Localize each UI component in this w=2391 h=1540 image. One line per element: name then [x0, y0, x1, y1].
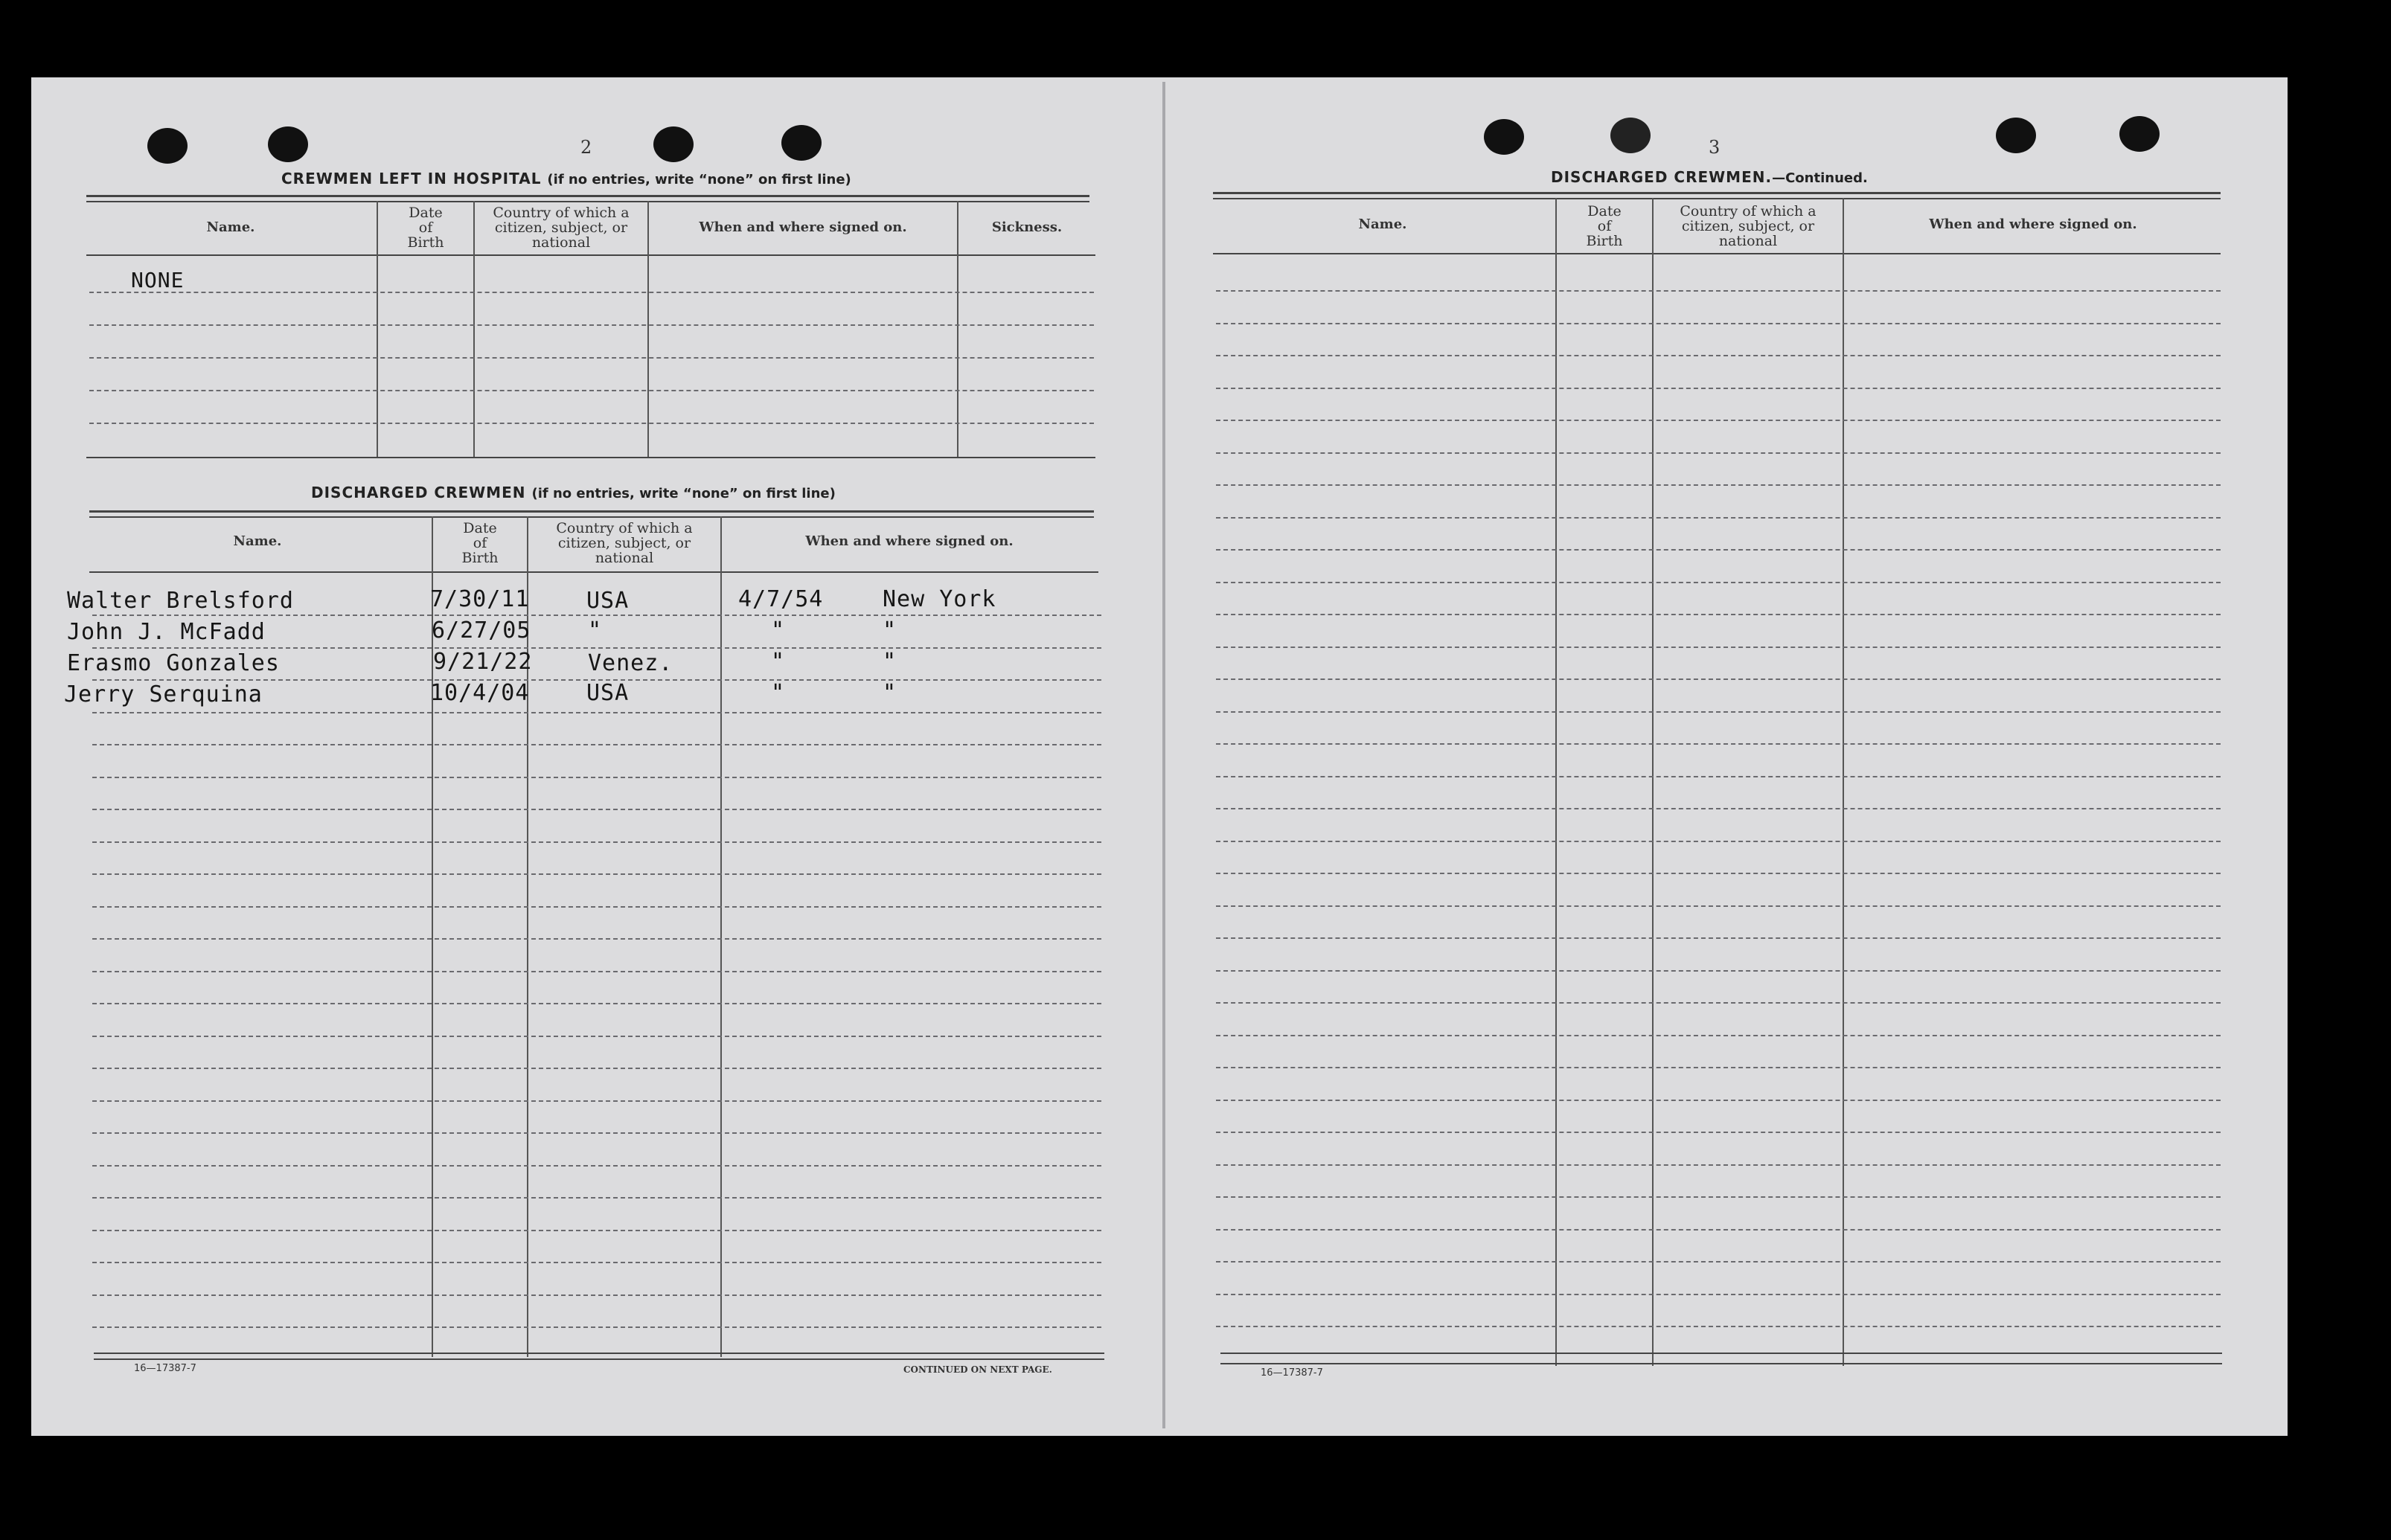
table-row-where: "	[883, 649, 897, 675]
ruled-line	[92, 873, 1101, 875]
ruled-line	[1216, 582, 2221, 583]
ruled-line	[1216, 1326, 2221, 1327]
right-page	[1162, 77, 2288, 1436]
ruled-line	[92, 906, 1101, 908]
table-row-where: "	[883, 617, 897, 644]
table-row-dob: 6/27/05	[432, 617, 531, 644]
hospital-title: CREWMEN LEFT IN HOSPITAL	[281, 170, 542, 187]
ruled-line	[92, 1197, 1101, 1199]
ruled-line	[92, 809, 1101, 810]
continued-note: CONTINUED ON NEXT PAGE.	[903, 1364, 1052, 1375]
ruled-line	[1216, 1100, 2221, 1101]
table-row-when: "	[771, 680, 786, 706]
punch-hole	[1610, 118, 1651, 153]
ruled-line	[92, 1326, 1101, 1328]
ruled-line	[1216, 1035, 2221, 1036]
ruled-line	[1216, 388, 2221, 389]
ruled-line	[92, 1100, 1101, 1102]
table-row-dob: 7/30/11	[430, 586, 530, 612]
column-header-name: Name.	[1358, 216, 1407, 232]
ruled-line	[92, 971, 1101, 972]
punch-hole	[1484, 119, 1524, 155]
ruled-line	[1216, 711, 2221, 713]
table-row-dob: 10/4/04	[430, 680, 530, 706]
ruled-line	[92, 1036, 1101, 1037]
ruled-line	[92, 1230, 1101, 1231]
ruled-line	[1216, 1002, 2221, 1004]
column-header-name: Name.	[206, 219, 255, 235]
punch-hole	[268, 126, 308, 162]
table-row-name: John J. McFadd	[67, 619, 266, 645]
ruled-line	[1216, 1261, 2221, 1263]
table-row-country: Venez.	[588, 650, 673, 676]
discharged-subtitle: (if no entries, write “none” on first line)	[531, 486, 836, 501]
table-row-where: New York	[883, 586, 996, 612]
ruled-line	[1216, 743, 2221, 745]
ruled-line	[92, 1294, 1101, 1296]
ruled-line	[1216, 290, 2221, 292]
ruled-line	[1216, 1067, 2221, 1068]
page-number-left: 2	[580, 137, 592, 158]
ruled-line	[1216, 452, 2221, 454]
ruled-line	[1216, 873, 2221, 874]
ruled-line	[1216, 905, 2221, 907]
table-row-when: "	[771, 617, 786, 644]
ruled-line	[1216, 517, 2221, 519]
right-subtitle: —Continued.	[1772, 170, 1868, 186]
ruled-line	[1216, 970, 2221, 972]
ruled-line	[92, 744, 1101, 745]
table-row-country: USA	[586, 588, 630, 614]
column-header-when-where: When and where signed on.	[699, 219, 907, 235]
table-row-when: 4/7/54	[738, 586, 824, 612]
ruled-line	[92, 1165, 1101, 1167]
ruled-line	[92, 1068, 1101, 1069]
right-section-title	[1551, 168, 1868, 186]
ruled-line	[92, 938, 1101, 940]
ruled-line	[1216, 1196, 2221, 1198]
ruled-line	[92, 1132, 1101, 1134]
hospital-entry: NONE	[131, 268, 185, 292]
discharged-title: DISCHARGED CREWMEN	[311, 484, 526, 501]
ruled-line	[1216, 355, 2221, 356]
column-header-name: Name.	[233, 533, 282, 549]
table-row-name: Jerry Serquina	[64, 681, 263, 708]
punch-hole	[147, 128, 188, 164]
ruled-line	[1216, 776, 2221, 777]
ruled-line	[1216, 1132, 2221, 1133]
right-title: DISCHARGED CREWMEN.	[1551, 168, 1773, 186]
ruled-line	[92, 712, 1101, 713]
page-number-right: 3	[1709, 137, 1721, 158]
punch-hole	[781, 125, 822, 161]
column-header-country: Country of which a citizen, subject, or national	[556, 520, 693, 566]
ruled-line	[92, 777, 1101, 778]
ruled-line	[1216, 614, 2221, 615]
ruled-line	[92, 841, 1101, 843]
punch-hole	[1996, 118, 2036, 153]
column-header-country: Country of which a citizen, subject, or national	[493, 205, 630, 251]
ruled-line	[1216, 647, 2221, 648]
column-header-dob: Date of Birth	[461, 520, 499, 566]
ruled-line	[92, 615, 1101, 616]
table-row-country: "	[588, 617, 603, 644]
punch-hole	[653, 126, 694, 162]
ruled-line	[1216, 420, 2221, 421]
column-header-country: Country of which a citizen, subject, or national	[1680, 203, 1817, 249]
ruled-line	[1216, 841, 2221, 842]
ruled-line	[1216, 678, 2221, 680]
column-header-sickness: Sickness.	[991, 219, 1063, 235]
table-row-where: "	[883, 680, 897, 706]
column-header-when-where: When and where signed on.	[805, 533, 1014, 549]
left-page	[31, 77, 1162, 1436]
ruled-line	[1216, 1294, 2221, 1295]
table-row-country: USA	[586, 680, 630, 706]
ruled-line	[1216, 1229, 2221, 1231]
ruled-line	[1216, 1164, 2221, 1166]
punch-hole	[2119, 116, 2160, 152]
ruled-line	[1216, 323, 2221, 324]
ruled-line	[1216, 937, 2221, 939]
column-header-when-where: When and where signed on.	[1929, 216, 2137, 232]
page-spine	[1162, 82, 1165, 1428]
ruled-line	[92, 1262, 1101, 1263]
table-row-name: Walter Brelsford	[67, 588, 294, 614]
table-row-when: "	[771, 649, 786, 675]
discharged-section-title	[311, 484, 836, 501]
ruled-line	[92, 647, 1101, 649]
column-header-dob: Date of Birth	[1586, 203, 1623, 249]
ruled-line	[1216, 808, 2221, 809]
ruled-line	[1216, 549, 2221, 551]
ruled-line	[1216, 484, 2221, 486]
hospital-section-title	[281, 170, 851, 187]
form-number-right: 16—17387-7	[1261, 1367, 1323, 1379]
table-row-name: Erasmo Gonzales	[67, 650, 280, 676]
hospital-subtitle: (if no entries, write “none” on first line)	[547, 172, 851, 187]
ruled-line	[92, 1003, 1101, 1004]
table-row-dob: 9/21/22	[433, 649, 533, 675]
column-header-dob: Date of Birth	[407, 205, 444, 251]
form-number-left: 16—17387-7	[134, 1363, 196, 1374]
